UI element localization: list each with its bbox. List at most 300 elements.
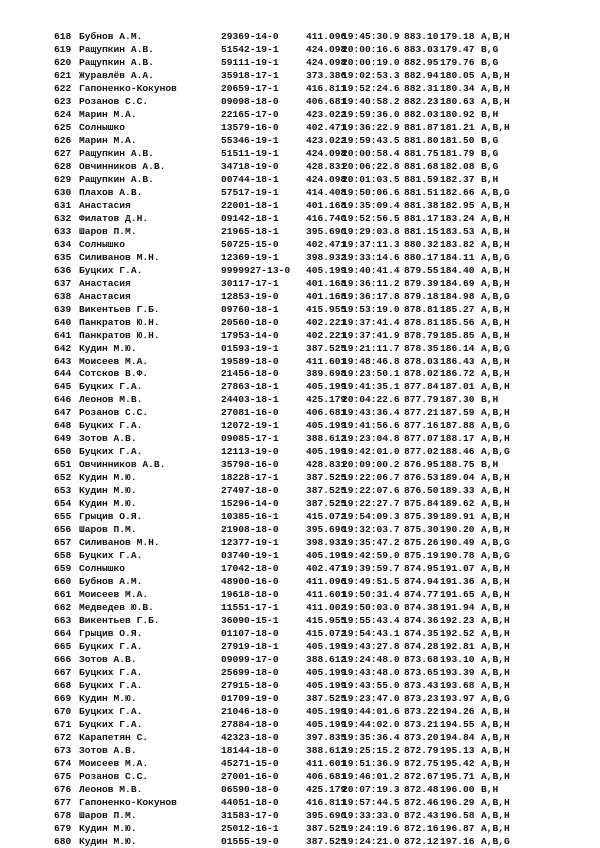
coefficient: 182.66 (440, 186, 475, 198)
row-number: 650 (54, 446, 72, 458)
ring-number: 12853-19-0 (221, 290, 279, 302)
pigeon-owner: Шаров П.М. (79, 809, 137, 821)
coefficient: 187.30 (440, 394, 475, 406)
arrival-time: 19:23:50.1 (342, 368, 400, 380)
velocity: 878.81 (404, 316, 439, 328)
arrival-time: 19:41:56.6 (342, 420, 400, 432)
coefficient: 182.95 (440, 199, 475, 211)
flags: B,H (481, 783, 499, 795)
arrival-time: 19:37:41.9 (342, 329, 400, 341)
row-number: 670 (54, 705, 72, 717)
row-number: 641 (54, 329, 72, 341)
distance: 416.811 (306, 82, 347, 94)
coefficient: 185.27 (440, 303, 475, 315)
coefficient: 191.65 (440, 589, 475, 601)
flags: A,B,H (481, 121, 510, 133)
velocity: 881.75 (404, 147, 439, 159)
pigeon-owner: Гапоненко-Кокунов (79, 796, 177, 808)
row-number: 677 (54, 796, 72, 808)
ring-number: 20659-17-1 (221, 82, 279, 94)
ring-number: 01593-19-1 (221, 342, 279, 354)
ring-number: 09760-18-1 (221, 303, 279, 315)
row-number: 651 (54, 459, 72, 471)
arrival-time: 19:43:48.0 (342, 667, 400, 679)
coefficient: 196.29 (440, 796, 475, 808)
ring-number: 24403-18-1 (221, 394, 279, 406)
arrival-time: 19:29:03.8 (342, 225, 400, 237)
velocity: 873.68 (404, 654, 439, 666)
distance: 387.525 (306, 835, 347, 847)
row-number: 647 (54, 407, 72, 419)
coefficient: 192.81 (440, 641, 475, 653)
ring-number: 06590-18-0 (221, 783, 279, 795)
ring-number: 09142-18-1 (221, 212, 279, 224)
velocity: 872.16 (404, 822, 439, 834)
distance: 415.072 (306, 511, 347, 523)
coefficient: 180.05 (440, 69, 475, 81)
arrival-time: 19:35:36.4 (342, 731, 400, 743)
distance: 425.179 (306, 783, 347, 795)
velocity: 874.94 (404, 576, 439, 588)
flags: A,B,H (481, 563, 510, 575)
flags: A,B,G (481, 446, 510, 458)
arrival-time: 19:50:06.6 (342, 186, 400, 198)
row-number: 626 (54, 134, 72, 146)
row-number: 666 (54, 654, 72, 666)
ring-number: 48900-16-0 (221, 576, 279, 588)
ring-number: 45271-15-0 (221, 757, 279, 769)
coefficient: 182.37 (440, 173, 475, 185)
ring-number: 22001-18-1 (221, 199, 279, 211)
flags: A,B,H (481, 498, 510, 510)
flags: A,B,H (481, 628, 510, 640)
distance: 373.386 (306, 69, 347, 81)
ring-number: 55346-19-1 (221, 134, 279, 146)
ring-number: 11551-17-1 (221, 602, 279, 614)
flags: A,B,H (481, 355, 510, 367)
distance: 415.072 (306, 628, 347, 640)
row-number: 620 (54, 56, 72, 68)
distance: 423.022 (306, 108, 347, 120)
pigeon-owner: Ращупкин А.В. (79, 43, 154, 55)
distance: 405.199 (306, 718, 347, 730)
velocity: 878.81 (404, 303, 439, 315)
pigeon-owner: Шаров П.М. (79, 225, 137, 237)
distance: 411.002 (306, 602, 347, 614)
velocity: 882.95 (404, 56, 439, 68)
arrival-time: 19:22:06.7 (342, 472, 400, 484)
distance: 402.221 (306, 316, 347, 328)
pigeon-owner: Медведев Ю.В. (79, 602, 154, 614)
flags: B,G (481, 43, 499, 55)
arrival-time: 19:37:11.3 (342, 238, 400, 250)
row-number: 624 (54, 108, 72, 120)
velocity: 873.21 (404, 718, 439, 730)
ring-number: 01709-19-0 (221, 692, 279, 704)
distance: 405.199 (306, 381, 347, 393)
distance: 402.471 (306, 563, 347, 575)
velocity: 881.38 (404, 199, 439, 211)
ring-number: 18228-17-1 (221, 472, 279, 484)
flags: A,B,G (481, 290, 510, 302)
pigeon-owner: Зотов А.В. (79, 433, 137, 445)
flags: A,B,H (481, 589, 510, 601)
pigeon-owner: Кудин М.Ю. (79, 692, 137, 704)
arrival-time: 19:36:17.8 (342, 290, 400, 302)
pigeon-owner: Грыцив О.Я. (79, 628, 143, 640)
ring-number: 31583-17-0 (221, 809, 279, 821)
coefficient: 181.21 (440, 121, 475, 133)
arrival-time: 19:24:19.6 (342, 822, 400, 834)
coefficient: 187.59 (440, 407, 475, 419)
flags: A,B,H (481, 277, 510, 289)
flags: A,B,H (481, 82, 510, 94)
distance: 411.096 (306, 31, 347, 42)
distance: 395.690 (306, 809, 347, 821)
coefficient: 179.47 (440, 43, 475, 55)
ring-number: 00744-18-1 (221, 173, 279, 185)
coefficient: 184.11 (440, 251, 475, 263)
distance: 411.601 (306, 757, 347, 769)
flags: A,B,H (481, 809, 510, 821)
velocity: 881.59 (404, 173, 439, 185)
coefficient: 184.98 (440, 290, 475, 302)
arrival-time: 19:41:35.1 (342, 381, 400, 393)
velocity: 882.94 (404, 69, 439, 81)
row-number: 644 (54, 368, 72, 380)
coefficient: 184.40 (440, 264, 475, 276)
row-number: 642 (54, 342, 72, 354)
coefficient: 192.23 (440, 615, 475, 627)
pigeon-owner: Зотов А.В. (79, 744, 137, 756)
ring-number: 18144-18-0 (221, 744, 279, 756)
flags: A,B,H (481, 31, 510, 42)
velocity: 878.35 (404, 342, 439, 354)
pigeon-owner: Грыцив О.Я. (79, 511, 143, 523)
arrival-time: 19:23:47.0 (342, 692, 400, 704)
pigeon-owner: Кудин М.Ю. (79, 342, 137, 354)
coefficient: 183.82 (440, 238, 475, 250)
flags: B,H (481, 459, 499, 471)
ring-number: 27884-18-0 (221, 718, 279, 730)
distance: 405.199 (306, 550, 347, 562)
row-number: 629 (54, 173, 72, 185)
arrival-time: 19:24:21.0 (342, 835, 400, 847)
pigeon-owner: Марин М.А. (79, 134, 137, 146)
ring-number: 09099-17-0 (221, 654, 279, 666)
pigeon-owner: Буцких Г.А. (79, 705, 143, 717)
row-number: 619 (54, 43, 72, 55)
ring-number: 27915-18-0 (221, 680, 279, 691)
arrival-time: 19:25:15.2 (342, 744, 400, 756)
row-number: 679 (54, 822, 72, 834)
coefficient: 189.04 (440, 472, 475, 484)
pigeon-owner: Кудин М.Ю. (79, 498, 137, 510)
coefficient: 183.53 (440, 225, 475, 237)
pigeon-owner: Буцких Г.А. (79, 641, 143, 653)
distance: 402.471 (306, 238, 347, 250)
flags: B,H (481, 173, 499, 185)
coefficient: 183.24 (440, 212, 475, 224)
coefficient: 191.94 (440, 602, 475, 614)
ring-number: 21965-18-1 (221, 225, 279, 237)
pigeon-owner: Гапоненко-Кокунов (79, 82, 177, 94)
pigeon-owner: Леонов М.В. (79, 783, 143, 795)
flags: A,B,H (481, 303, 510, 315)
row-number: 633 (54, 225, 72, 237)
distance: 423.022 (306, 134, 347, 146)
flags: B,G (481, 56, 499, 68)
flags: A,B,H (481, 238, 510, 250)
coefficient: 187.88 (440, 420, 475, 432)
ring-number: 25699-18-0 (221, 667, 279, 679)
pigeon-owner: Панкратов Ю.Н. (79, 316, 160, 328)
row-number: 657 (54, 537, 72, 549)
coefficient: 185.56 (440, 316, 475, 328)
coefficient: 191.36 (440, 576, 475, 588)
pigeon-owner: Силиванов М.Н. (79, 537, 160, 549)
row-number: 643 (54, 355, 72, 367)
row-number: 654 (54, 498, 72, 510)
distance: 395.690 (306, 225, 347, 237)
flags: A,B,H (481, 654, 510, 666)
velocity: 876.95 (404, 459, 439, 471)
velocity: 877.02 (404, 446, 439, 458)
velocity: 872.48 (404, 783, 439, 795)
arrival-time: 19:02:53.3 (342, 69, 400, 81)
arrival-time: 19:32:03.7 (342, 524, 400, 536)
ring-number: 44051-18-0 (221, 796, 279, 808)
row-number: 632 (54, 212, 72, 224)
flags: B,H (481, 108, 499, 120)
row-number: 678 (54, 809, 72, 821)
pigeon-owner: Солнышко (79, 238, 126, 250)
ring-number: 35918-17-1 (221, 69, 279, 81)
ring-number: 35798-16-0 (221, 459, 279, 471)
row-number: 660 (54, 576, 72, 588)
velocity: 872.46 (404, 796, 439, 808)
pigeon-owner: Кудин М.Ю. (79, 485, 137, 497)
ring-number: 50725-15-0 (221, 238, 279, 250)
coefficient: 184.69 (440, 277, 475, 289)
arrival-time: 20:00:16.6 (342, 43, 400, 55)
distance: 389.698 (306, 368, 347, 380)
flags: A,B,H (481, 615, 510, 627)
pigeon-owner: Бубнов А.М. (79, 31, 143, 42)
row-number: 665 (54, 641, 72, 653)
pigeon-owner: Анастасия (79, 290, 131, 302)
ring-number: 57517-19-1 (221, 186, 279, 198)
pigeon-owner: Буцких Г.А. (79, 420, 143, 432)
flags: A,B,H (481, 718, 510, 730)
distance: 428.831 (306, 459, 347, 471)
velocity: 877.07 (404, 433, 439, 445)
coefficient: 181.50 (440, 134, 475, 146)
velocity: 880.17 (404, 251, 439, 263)
coefficient: 188.46 (440, 446, 475, 458)
ring-number: 25012-16-1 (221, 822, 279, 834)
flags: A,B,H (481, 680, 510, 691)
velocity: 876.53 (404, 472, 439, 484)
velocity: 875.84 (404, 498, 439, 510)
row-number: 672 (54, 731, 72, 743)
row-number: 674 (54, 757, 72, 769)
distance: 405.199 (306, 264, 347, 276)
pigeon-owner: Буцких Г.А. (79, 680, 143, 691)
row-number: 652 (54, 472, 72, 484)
coefficient: 195.71 (440, 770, 475, 782)
pigeon-owner: Анастасия (79, 199, 131, 211)
flags: A,B,H (481, 264, 510, 276)
flags: A,B,H (481, 796, 510, 808)
flags: A,B,H (481, 602, 510, 614)
flags: A,B,H (481, 511, 510, 523)
ring-number: 34718-19-0 (221, 160, 279, 172)
velocity: 873.20 (404, 731, 439, 743)
velocity: 872.12 (404, 835, 439, 847)
pigeon-owner: Розанов С.С. (79, 95, 149, 107)
flags: A,B,H (481, 95, 510, 107)
pigeon-owner: Марин М.А. (79, 108, 137, 120)
velocity: 874.77 (404, 589, 439, 601)
coefficient: 197.16 (440, 835, 475, 847)
ring-number: 03740-19-1 (221, 550, 279, 562)
row-number: 640 (54, 316, 72, 328)
flags: A,B,H (481, 485, 510, 497)
ring-number: 10385-16-1 (221, 511, 279, 523)
velocity: 874.28 (404, 641, 439, 653)
ring-number: 19618-18-0 (221, 589, 279, 601)
flags: A,B,H (481, 381, 510, 393)
ring-number: 27863-18-1 (221, 381, 279, 393)
distance: 402.471 (306, 121, 347, 133)
flags: B,G (481, 134, 499, 146)
ring-number: 19589-18-0 (221, 355, 279, 367)
velocity: 874.35 (404, 628, 439, 640)
distance: 387.525 (306, 692, 347, 704)
pigeon-owner: Леонов М.В. (79, 394, 143, 406)
row-number: 671 (54, 718, 72, 730)
row-number: 662 (54, 602, 72, 614)
row-number: 639 (54, 303, 72, 315)
flags: A,B,G (481, 186, 510, 198)
coefficient: 180.63 (440, 95, 475, 107)
coefficient: 192.52 (440, 628, 475, 640)
velocity: 874.95 (404, 563, 439, 575)
row-number: 649 (54, 433, 72, 445)
coefficient: 191.07 (440, 563, 475, 575)
coefficient: 185.85 (440, 329, 475, 341)
row-number: 637 (54, 277, 72, 289)
arrival-time: 19:57:44.5 (342, 796, 400, 808)
distance: 387.525 (306, 485, 347, 497)
flags: B,H (481, 394, 499, 406)
arrival-time: 19:50:03.0 (342, 602, 400, 614)
row-number: 625 (54, 121, 72, 133)
ring-number: 21456-18-0 (221, 368, 279, 380)
distance: 416.811 (306, 796, 347, 808)
ring-number: 12072-19-1 (221, 420, 279, 432)
flags: A,B,H (481, 225, 510, 237)
velocity: 875.30 (404, 524, 439, 536)
velocity: 874.36 (404, 615, 439, 627)
arrival-time: 19:21:11.7 (342, 342, 400, 354)
distance: 411.601 (306, 589, 347, 601)
distance: 424.098 (306, 147, 347, 159)
row-number: 634 (54, 238, 72, 250)
arrival-time: 19:40:58.2 (342, 95, 400, 107)
pigeon-owner: Карапетян С. (79, 731, 149, 743)
coefficient: 186.43 (440, 355, 475, 367)
ring-number: 9999927-13-0 (221, 264, 291, 276)
ring-number: 15296-14-0 (221, 498, 279, 510)
coefficient: 186.14 (440, 342, 475, 354)
distance: 405.199 (306, 446, 347, 458)
row-number: 655 (54, 511, 72, 523)
coefficient: 189.62 (440, 498, 475, 510)
pigeon-owner: Буцких Г.А. (79, 718, 143, 730)
coefficient: 190.78 (440, 550, 475, 562)
flags: A,B,H (481, 316, 510, 328)
distance: 388.612 (306, 433, 347, 445)
ring-number: 21046-18-0 (221, 705, 279, 717)
distance: 416.740 (306, 212, 347, 224)
flags: A,B,H (481, 69, 510, 81)
flags: A,B,G (481, 251, 510, 263)
velocity: 877.21 (404, 407, 439, 419)
row-number: 628 (54, 160, 72, 172)
row-number: 653 (54, 485, 72, 497)
distance: 387.525 (306, 342, 347, 354)
arrival-time: 20:00:19.0 (342, 56, 400, 68)
arrival-time: 19:22:27.7 (342, 498, 400, 510)
ring-number: 20560-18-0 (221, 316, 279, 328)
pigeon-owner: Моисеев М.А. (79, 355, 149, 367)
coefficient: 195.13 (440, 744, 475, 756)
arrival-time: 19:35:09.4 (342, 199, 400, 211)
arrival-time: 19:43:55.0 (342, 680, 400, 691)
velocity: 872.43 (404, 809, 439, 821)
arrival-time: 19:49:51.5 (342, 576, 400, 588)
velocity: 878.79 (404, 329, 439, 341)
pigeon-owner: Солнышко (79, 121, 126, 133)
velocity: 872.75 (404, 757, 439, 769)
arrival-time: 19:39:59.7 (342, 563, 400, 575)
coefficient: 179.18 (440, 31, 475, 42)
row-number: 669 (54, 692, 72, 704)
flags: A,B,H (481, 822, 510, 834)
distance: 411.096 (306, 576, 347, 588)
coefficient: 187.01 (440, 381, 475, 393)
flags: A,B,G (481, 835, 510, 847)
velocity: 879.39 (404, 277, 439, 289)
ring-number: 22165-17-0 (221, 108, 279, 120)
velocity: 877.16 (404, 420, 439, 432)
arrival-time: 19:36:22.9 (342, 121, 400, 133)
coefficient: 194.84 (440, 731, 475, 743)
velocity: 882.23 (404, 95, 439, 107)
distance: 406.681 (306, 770, 347, 782)
distance: 398.932 (306, 537, 347, 549)
pigeon-owner: Солнышко (79, 563, 126, 575)
distance: 405.199 (306, 667, 347, 679)
arrival-time: 19:50:31.4 (342, 589, 400, 601)
row-number: 622 (54, 82, 72, 94)
ring-number: 27497-18-0 (221, 485, 279, 497)
arrival-time: 20:06:22.8 (342, 160, 400, 172)
flags: A,B,G (481, 692, 510, 704)
arrival-time: 19:59:43.5 (342, 134, 400, 146)
